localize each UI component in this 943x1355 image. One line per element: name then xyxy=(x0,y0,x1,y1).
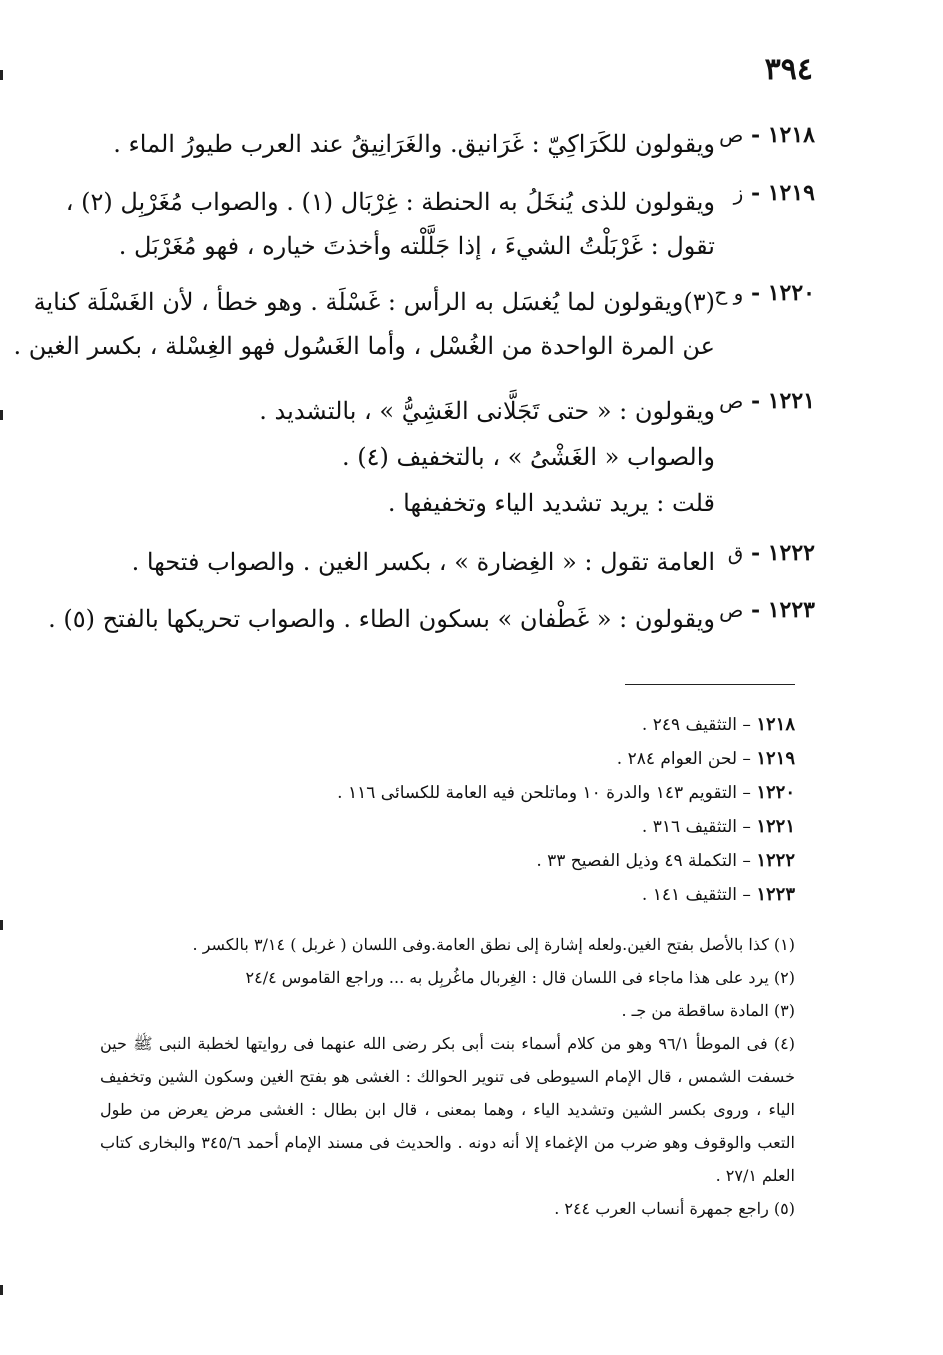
footnote-divider xyxy=(625,684,795,685)
entry-number-value: ١٢٢٢ xyxy=(767,540,815,566)
reference-text: – التثقيف ٣١٦ . xyxy=(641,817,751,837)
reference-item xyxy=(120,776,795,810)
entry-text xyxy=(65,180,715,268)
page-number: ٣٩٤ xyxy=(764,52,813,87)
entry-line: ويقولون : « غَطْفان » بسكون الطاء . والصواب تحريكها بالفتح (٥) . xyxy=(48,605,715,633)
entry-line: عن المرة الواحدة من الغُسْل ، وأما الغَسُول فهو الغِسْلة ، بكسر الغين . xyxy=(13,332,715,360)
entry-1220 xyxy=(13,280,815,368)
scan-edge-mark xyxy=(0,70,3,80)
reference-item xyxy=(120,810,795,844)
entry-1219 xyxy=(65,180,815,268)
entry-text xyxy=(98,122,715,166)
entry-text xyxy=(98,540,715,584)
scan-edge-mark xyxy=(0,920,3,930)
footnotes xyxy=(100,928,795,1225)
entry-number-value: ١٢١٩ xyxy=(767,180,815,206)
entry-text xyxy=(13,280,715,368)
entry-number: ١٢٢١ - ص xyxy=(719,388,815,414)
entry-line: (٣)ويقولون لما يُغسَل به الرأس : غَسْلَة . وهو خطأ ، لأن الغَسْلَة كناية xyxy=(33,288,715,316)
entry-number-value: ١٢٢٣ xyxy=(767,597,815,623)
entry-number: ١٢١٨ - ص xyxy=(719,122,815,148)
entry-line: ويقولون : « حتى تَجَلَّانى الغَشِيُّ » ، بالتشديد . xyxy=(259,397,715,425)
reference-number: ١٢٢١ xyxy=(756,816,795,837)
reference-text: – التقويم ١٤٣ والدرة ١٠ وماتلحن فيه العامة للكسائى ١١٦ . xyxy=(337,783,751,803)
reference-list xyxy=(120,708,795,912)
entry-line: العامة تقول : « الغِضارة » ، بكسر الغين . والصواب فتحها . xyxy=(131,548,715,576)
entry-number: ١٢١٩ - ز xyxy=(733,180,815,206)
entry-source: و ح xyxy=(714,281,744,305)
footnote-1: (١) كذا بالأصل بفتح الغين.ولعله إشارة إلى نطق العامة.وفى اللسان ( غربل ) ٣/١٤ بالكسر . xyxy=(192,935,795,954)
entry-source: ز xyxy=(733,181,744,205)
footnote-2: (٢) يرد على هذا ماجاء فى اللسان قال : الغِربال ماغُربِل به ... وراجع القاموس ٢٤/٤ xyxy=(245,968,795,987)
reference-item xyxy=(120,844,795,878)
reference-item xyxy=(120,878,795,912)
entry-number: ١٢٢٣ - ص xyxy=(719,597,815,623)
entry-line: قلت : يريد تشديد الياء وتخفيفها . xyxy=(387,489,715,517)
entry-source: ص xyxy=(719,123,744,147)
entry-number: ١٢٢٢ - ق xyxy=(727,540,815,566)
entry-line: ويقولون للذى يُنخَلُ به الحنطة : غِرْبَال (١) . والصواب مُغَرْبِل (٢) ، xyxy=(65,188,715,216)
reference-number: ١٢١٩ xyxy=(756,748,795,769)
entry-number-value: ١٢٢١ xyxy=(767,388,815,414)
entry-1221 xyxy=(98,388,815,526)
entry-line: تقول : غَرْبَلْتُ الشيءَ ، إذا جَلَّلْته وأخذتَ خياره ، فهو مُغَرْبَل . xyxy=(118,232,715,260)
entry-1223 xyxy=(48,597,815,641)
reference-item xyxy=(120,742,795,776)
entry-1222 xyxy=(98,540,815,584)
entry-number: ١٢٢٠ - و ح xyxy=(714,280,815,306)
reference-number: ١٢٢٢ xyxy=(756,850,795,871)
footnote-3: (٣) المادة ساقطة من جـ . xyxy=(621,1001,795,1020)
footnote-5: (٥) راجع جمهرة أنساب العرب ٢٤٤ . xyxy=(554,1199,795,1218)
scan-edge-mark xyxy=(0,1285,3,1295)
reference-number: ١٢٢٣ xyxy=(756,884,795,905)
reference-text: – لحن العوام ٢٨٤ . xyxy=(616,749,751,769)
entry-number-value: ١٢١٨ xyxy=(767,122,815,148)
entry-line: والصواب « الغَشْىُ » ، بالتخفيف (٤) . xyxy=(341,443,715,471)
reference-text: – التثقيف ٢٤٩ . xyxy=(641,715,751,735)
entry-1218 xyxy=(98,122,815,166)
entry-text xyxy=(98,388,715,526)
reference-text: – التكملة ٤٩ وذيل الفصيح ٣٣ . xyxy=(536,851,751,871)
entry-line: ويقولون للكَرَاكِيّ : غَرَانيق. والغَرَانِيقُ عند العرب طيورُ الماء . xyxy=(113,130,715,158)
entry-text xyxy=(48,597,715,641)
reference-number: ١٢١٨ xyxy=(756,714,795,735)
reference-number: ١٢٢٠ xyxy=(756,782,795,803)
reference-text: – التثقيف ١٤١ . xyxy=(641,885,751,905)
entry-number-value: ١٢٢٠ xyxy=(767,280,815,306)
scan-edge-mark xyxy=(0,410,3,420)
footnote-4: (٤) فى الموطأ ٩٦/١ وهو من كلام أسماء بنت أبى بكر رضى الله عنهما فى روايتها لخطبة النبى ﷺ حين خسفت الشمس ، قال الإمام السيوطى فى تنوير الحوالك : الغشى هو بفتح الغين وسكون الشين وتخفيف الياء ، وروى بكسر الشين وتشديد الياء ، وهما بمعنى ، قال ابن بطال : الغشى مرض يعرض من طول التعب والوقوف وهو ضرب من الإغماء إلا أنه دونه . والحديث فى مسند الإمام أحمد ٣٤٥/٦ والبخارى كتاب العلم ٢٧/١ . xyxy=(100,1034,795,1185)
reference-item xyxy=(120,708,795,742)
entry-source: ق xyxy=(727,541,744,565)
entry-source: ص xyxy=(719,389,744,413)
entry-source: ص xyxy=(719,598,744,622)
